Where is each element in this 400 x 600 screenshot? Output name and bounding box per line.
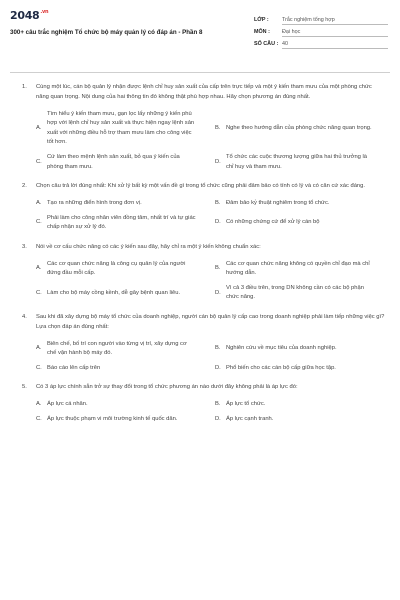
question-item [22,83,386,172]
meta-value: Đại học [282,28,388,37]
option-text: Cứ làm theo mệnh lệnh sản xuất, bỏ qua ý kiến của phòng tham mưu. [47,153,180,170]
option-letter: D. [215,219,221,226]
answer-option[interactable] [36,214,207,233]
option-text: Vì cả 3 điều trên, trong DN không cần có các bộ phận chức năng. [226,284,364,301]
answer-option[interactable] [215,110,386,148]
option-letter: B. [215,199,221,206]
option-letter: A. [36,124,42,131]
header-divider [10,72,390,73]
option-letter: D. [215,415,221,422]
option-letter: A. [36,401,42,408]
option-text: Áp lực tổ chức. [226,401,266,408]
question-item [22,313,386,373]
question-text: Nói về cơ cấu chức năng có các ý kiến sau đây, hãy chỉ ra một ý kiến không chuẩn xác: [36,243,261,250]
option-letter: D. [215,289,221,296]
answer-option[interactable] [215,214,386,233]
option-text: Áp lực cá nhân. [47,401,88,408]
option-letter: B. [215,124,221,131]
meta-value: Trắc nghiệm tổng hợp [282,16,388,25]
option-letter: A. [36,199,42,206]
site-logo[interactable]: $2048^{.vn}$ [10,9,49,22]
question-stem [22,383,386,393]
answer-option[interactable] [36,415,207,425]
question-list [0,83,400,424]
meta-row-subject [254,26,388,38]
answer-option[interactable] [215,364,386,374]
logo-suffix: .vn [40,9,49,15]
option-text: Nghiên cứu về mục tiêu của doanh nghiệp. [226,345,337,352]
option-text: Tìm hiểu ý kiến tham mưu, gạn lọc lấy những ý kiến phù hợp với lệnh chỉ huy sản xuất và thực hiện ngay lệnh sản xuất với những điều hỗ trợ tham mưu làm cho công việc tốt hơn. [47,110,195,146]
option-text: Phải làm cho công nhân viên đồng tâm, nhất trí và tự giác chấp nhận sự xử lý đó. [47,214,196,231]
option-text: Áp lực thuộc phạm vi môi trường kinh tế quốc dân. [47,415,178,422]
answer-option[interactable] [215,260,386,279]
question-text: Có 3 áp lực chính sẵn trở sự thay đổi trong tổ chức phương án nào dưới đây không phải là áp lực đó: [36,384,298,391]
answer-options [22,400,386,424]
answer-option[interactable] [36,153,207,172]
question-item [22,243,386,303]
meta-info [254,14,388,50]
option-text: Làm cho bộ máy cồng kềnh, dễ gây bệnh quan liêu. [47,289,181,296]
option-letter: C. [36,219,42,226]
meta-value: 40 [282,40,388,49]
option-letter: C. [36,364,42,371]
answer-options [22,110,386,173]
option-text: Đảm bảo kỷ thuật nghiêm trong tổ chức. [226,199,330,206]
answer-option[interactable] [215,415,386,425]
answer-option[interactable] [36,260,207,279]
answer-option[interactable] [36,284,207,303]
question-item [22,383,386,424]
answer-option[interactable] [215,284,386,303]
meta-row-class [254,14,388,26]
answer-option[interactable] [215,153,386,172]
question-stem [22,83,386,103]
option-letter: A. [36,265,42,272]
option-letter: D. [215,364,221,371]
meta-row-count [254,38,388,50]
answer-option[interactable] [36,340,207,359]
answer-option[interactable] [36,199,207,209]
option-text: Áp lực cạnh tranh. [226,415,274,422]
question-number: 4. [22,313,27,320]
question-number: 3. [22,243,27,250]
option-letter: A. [36,345,42,352]
answer-option[interactable] [215,199,386,209]
question-number: 2. [22,183,27,190]
question-stem [22,243,386,253]
answer-option[interactable] [36,364,207,374]
question-text: Chọn câu trả lời đúng nhất: Khi xử lý bất kỳ một vấn đề gì trong tổ chức cũng phải đảm bảo có tính có lý và có căn cứ xác đáng. [36,183,365,190]
question-stem [22,182,386,192]
question-number: 5. [22,384,27,391]
question-item [22,182,386,233]
option-text: Tổ chức các cuộc thương lượng giữa hai thủ trưởng là chỉ huy và tham mưu. [226,153,368,170]
option-letter: C. [36,289,42,296]
option-text: Tạo ra những điển hình trong đơn vị. [47,199,142,206]
option-letter: B. [215,265,221,272]
question-number: 1. [22,84,27,90]
option-letter: B. [215,401,221,408]
option-text: Các cơ quan chức năng không có quyền chỉ đạo mà chỉ hướng dẫn. [226,260,370,277]
option-letter: C. [36,415,42,422]
option-letter: B. [215,345,221,352]
option-text: Báo cáo lên cấp trên [47,364,101,371]
option-text: Các cơ quan chức năng là công cụ quản lý của người đứng đầu mỗi cấp. [47,260,186,277]
option-text: Phổ biến cho các cán bộ cấp giữa học tập. [226,364,336,371]
question-text: Sau khi đã xây dựng bộ máy tổ chức của doanh nghiệp, người cán bộ quản lý cấp cao trong doanh nghiệp phải làm tiếp những việc gì? Lựa chọn đáp án đúng nhất: [36,313,385,330]
answer-option[interactable] [36,400,207,410]
option-text: Biên chế, bố trí con người vào từng vị trí, xây dựng cơ chế vận hành bộ máy đó. [47,340,187,357]
option-letter: C. [36,158,42,165]
answer-option[interactable] [36,110,207,148]
page-header [0,0,400,62]
answer-options [22,260,386,303]
answer-options [22,340,386,374]
question-stem [22,313,386,333]
option-text: Nghe theo hướng dẫn của phòng chức năng quan trọng. [226,124,372,131]
meta-key: LỚP : [254,17,269,23]
answer-option[interactable] [215,340,386,359]
answer-option[interactable] [215,400,386,410]
option-letter: D. [215,158,221,165]
meta-key: SỐ CÂU : [254,41,279,47]
question-text: Cùng một lúc, cán bộ quản lý nhận được lệnh chỉ huy sản xuất của cấp trên trực tiếp và một ý kiến tham mưu của một phòng chức năng quan trọng. Nội dung của hai thông tin đó không thật phù hợp nhau. Hãy chọn phương án đúng nhất. [36,84,372,100]
page-title: 300+ câu trắc nghiệm Tổ chức bộ máy quản lý có đáp án - Phần 8 [10,29,203,36]
meta-key: MÔN : [254,29,270,35]
answer-options [22,199,386,233]
option-text: Có những chứng cứ để xử lý cán bộ [226,219,320,226]
